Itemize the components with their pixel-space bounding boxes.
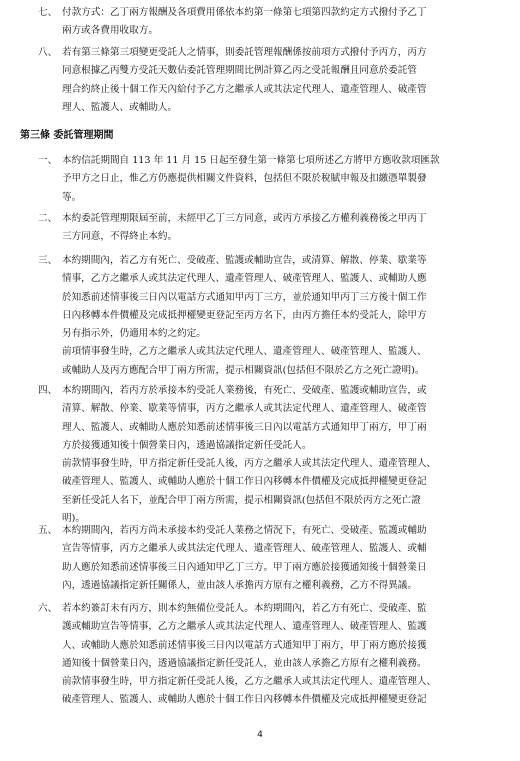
clause-item-7 bbox=[38, 4, 496, 41]
clause-text: 若本約簽訂未有丙方，則本約無備位受託人。本約期間內，若乙方有死亡、受破產、監 護或輔助宣告等情事，乙方之繼承人或其法定代理人、遺產管理人、破產管理人、監護 人、或輔助人應於知悉前述情事後三日內以電話方式通知甲丁兩方，甲丁兩方應於接獲 通知後十個營業日內，透過協議指定新任受託人，並由該人承擔乙方原有之權利義務。 前款情事發生時，甲方指定新任受託人後，乙方之繼承人或其法定代理人、遺產管理人、 破產管理人、監護人、或輔助人應於十個工作日內移轉本件價權及完成抵押權變更登記 bbox=[62, 603, 437, 706]
page-number: 4 bbox=[257, 730, 263, 740]
clause-item-6 bbox=[38, 600, 496, 710]
clause-number: 一、 bbox=[38, 155, 58, 166]
clause-number: 三、 bbox=[38, 255, 58, 266]
clause-item-5 bbox=[38, 522, 496, 595]
clause-number: 七、 bbox=[38, 7, 58, 18]
clause-number: 八、 bbox=[38, 47, 58, 58]
clause-item-1 bbox=[38, 152, 496, 207]
clause-text: 本約委託管理期限屆至前，未經甲乙丁三方同意，或丙方承接乙方權利義務後之甲丙丁 三方同意，不得終止本約。 bbox=[62, 213, 427, 243]
clause-text: 若有第三條第三項變更受託人之情事，則委託管理報酬係按前項方式撥付予丙方，丙方 同意根據乙丙雙方受託天數佔委託管理期間比例計算乙丙之受託報酬且同意於委託管 理合約終止後十個工作天內給付予乙方之繼承人或其法定代理人、遺產管理人、破產管 理人、監護人、或輔助人。 bbox=[62, 47, 427, 113]
clause-item-8 bbox=[38, 44, 496, 117]
section-heading: 第三條 委託管理期間 bbox=[20, 130, 114, 141]
clause-text: 本約期間內，若丙方於承接本約受託人業務後，有死亡、受破產、監護或輔助宣告，或 清算、解散、停業、歇業等情事，丙方之繼承人或其法定代理人、遺產管理人、破產管 理人、監護人、或輔助人應於知悉前述情事後三日內以電話方式通知甲丁兩方，甲丁兩 方於接獲通知後十個營業日內，透過協議指定新任受託人。 前款情事發生時，甲方指定新任受託人後，丙方之繼承人或其法定代理人、遺產管理人、 破產管理人、監護人、或輔助人應於十個工作日內移轉本件價權及完成抵押權變更登記 至新任受託人名下，並配合甲丁兩方所需，提示相關資訊(包括但不限於丙方之死亡證 明)。 bbox=[62, 385, 437, 525]
clause-number: 五、 bbox=[38, 525, 58, 536]
clause-number: 六、 bbox=[38, 603, 58, 614]
clause-number: 二、 bbox=[38, 213, 58, 224]
clause-text: 本約期間內，若乙方有死亡、受破產、監護或輔助宣告，或清算、解散、停業、歇業等 情事，乙方之繼承人或其法定代理人、遺產管理人、破產管理人、監護人、或輔助人應 於知悉前述情事後三日內以電話方式通知甲丙丁三方，並於通知甲丙丁三方後十個工作 日內移轉本件價權及完成抵押權變更登記至丙方名下，由丙方擔任本約受託人，除甲方 另有指示外，仍適用本約之約定。 前項情事發生時，乙方之繼承人或其法定代理人、遺產管理人、破產管理人、監護人、 或輔助人及丙方應配合甲丁兩方所需，提示相關資訊(包括但不限於乙方之死亡證明)。 bbox=[62, 255, 427, 376]
clause-text: 本約期間內，若丙方尚未承接本約受託人業務之情況下，有死亡、受破產、監護或輔助 宣告等情事，丙方之繼承人或其法定代理人、遺產管理人、破產管理人、監護人、或輔 助人應於知悉前述情事後三日內通知甲乙丁三方。甲丁兩方應於接獲通知後十個營業日 內，透過協議指定新任關係人，並由該人承擔丙方原有之權利義務，乙方不得異議。 bbox=[62, 525, 427, 591]
clause-text: 付款方式：乙丁兩方報酬及各項費用係依本約第一條第七項第四款約定方式撥付予乙丁 兩方或各費用收取方。 bbox=[62, 7, 427, 37]
clause-number: 四、 bbox=[38, 385, 58, 396]
clause-item-2 bbox=[38, 210, 496, 247]
clause-item-3 bbox=[38, 252, 496, 380]
clause-text: 本約信託期間自 113 年 11 月 15 日起至發生第一條第七項所述乙方將甲方應收款項匯款 予甲方之日止，惟乙方仍應提供相關文件資料，包括但不限於稅賦申報及扣繳憑單製發 等。 bbox=[62, 155, 440, 203]
clause-item-4 bbox=[38, 382, 496, 528]
